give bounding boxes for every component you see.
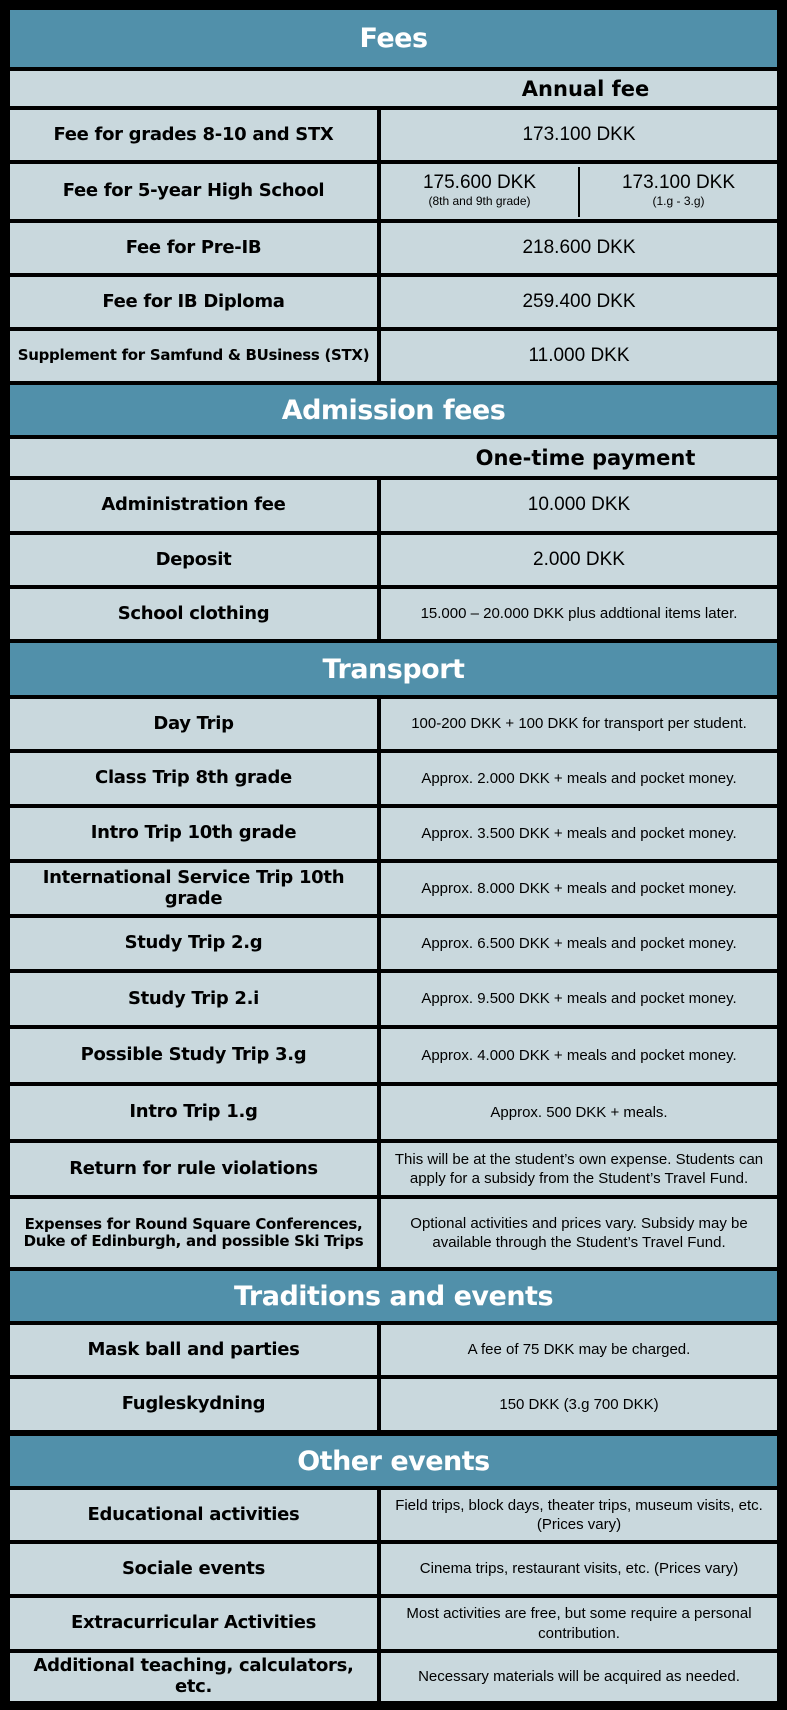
row-value: Approx. 9.500 DKK + meals and pocket money. xyxy=(381,973,777,1025)
row-label: Fugleskydning xyxy=(10,1379,377,1430)
row-value: 150 DKK (3.g 700 DKK) xyxy=(381,1379,777,1430)
amount: 175.600 DKK xyxy=(422,172,537,194)
row-label: Fee for grades 8-10 and STX xyxy=(10,110,377,160)
row-value: Most activities are free, but some require a personal contribution. xyxy=(381,1598,777,1649)
row-value: Approx. 6.500 DKK + meals and pocket money. xyxy=(381,918,777,969)
row-label: Intro Trip 1.g xyxy=(10,1086,377,1139)
row-value: 10.000 DKK xyxy=(381,480,777,531)
row-value: 100-200 DKK + 100 DKK for transport per student. xyxy=(381,699,777,749)
row-label: Fee for Pre-IB xyxy=(10,223,377,273)
row-label: Return for rule violations xyxy=(10,1143,377,1195)
row-value: Approx. 8.000 DKK + meals and pocket money. xyxy=(381,863,777,914)
amount-note: (1.g - 3.g) xyxy=(652,194,705,209)
row-label: Fee for IB Diploma xyxy=(10,277,377,327)
row-label: Class Trip 8th grade xyxy=(10,753,377,804)
row-value: Cinema trips, restaurant visits, etc. (Prices vary) xyxy=(381,1544,777,1594)
row-value: 259.400 DKK xyxy=(381,277,777,327)
row-value: 11.000 DKK xyxy=(381,331,777,381)
row-value: 218.600 DKK xyxy=(381,223,777,273)
row-label: School clothing xyxy=(10,589,377,639)
row-value: Approx. 3.500 DKK + meals and pocket money. xyxy=(381,808,777,859)
row-label: Administration fee xyxy=(10,480,377,531)
row-label: Fee for 5-year High School xyxy=(10,164,377,219)
row-value: Optional activities and prices vary. Subsidy may be available through the Student’s Travel Fund. xyxy=(381,1199,777,1267)
column-header-label: One-time payment xyxy=(475,445,696,470)
amount: 173.100 DKK xyxy=(621,172,736,194)
row-label: Mask ball and parties xyxy=(10,1325,377,1375)
section-title-other-events: Other events xyxy=(10,1436,777,1486)
row-label: Study Trip 2.i xyxy=(10,973,377,1025)
row-label: Supplement for Samfund & BUsiness (STX) xyxy=(10,331,377,381)
section-title-admission-fees: Admission fees xyxy=(10,385,777,435)
row-label: Educational activities xyxy=(10,1490,377,1540)
row-label: Additional teaching, calculators, etc. xyxy=(10,1653,377,1701)
amount-note: (8th and 9th grade) xyxy=(428,194,531,209)
row-label: Study Trip 2.g xyxy=(10,918,377,969)
row-value: Necessary materials will be acquired as needed. xyxy=(381,1653,777,1701)
row-value: 15.000 – 20.000 DKK plus addtional items later. xyxy=(381,589,777,639)
row-label: Sociale events xyxy=(10,1544,377,1594)
row-label: Expenses for Round Square Conferences, Duke of Edinburgh, and possible Ski Trips xyxy=(10,1199,377,1267)
column-header-label: Annual fee xyxy=(521,76,650,101)
row-value: This will be at the student’s own expense. Students can apply for a subsidy from the Student’s Travel Fund. xyxy=(381,1143,777,1195)
row-value-split xyxy=(381,164,777,219)
row-value: Approx. 500 DKK + meals. xyxy=(381,1086,777,1139)
row-value: Approx. 2.000 DKK + meals and pocket money. xyxy=(381,753,777,804)
row-label: Possible Study Trip 3.g xyxy=(10,1029,377,1082)
row-label: International Service Trip 10th grade xyxy=(10,863,377,914)
row-value: Field trips, block days, theater trips, museum visits, etc. (Prices vary) xyxy=(381,1490,777,1540)
row-label: Extracurricular Activities xyxy=(10,1598,377,1649)
section-title-fees: Fees xyxy=(10,10,777,67)
row-label: Intro Trip 10th grade xyxy=(10,808,377,859)
row-value: 173.100 DKK xyxy=(381,110,777,160)
column-header-annual-fee xyxy=(10,71,777,106)
value-lower-grades xyxy=(381,164,578,219)
row-value: 2.000 DKK xyxy=(381,535,777,585)
row-label: Day Trip xyxy=(10,699,377,749)
value-upper-grades xyxy=(580,164,777,219)
row-value: Approx. 4.000 DKK + meals and pocket money. xyxy=(381,1029,777,1082)
section-title-transport: Transport xyxy=(10,643,777,695)
row-label: Deposit xyxy=(10,535,377,585)
column-header-one-time-payment xyxy=(10,439,777,476)
row-value: A fee of 75 DKK may be charged. xyxy=(381,1325,777,1375)
section-title-traditions: Traditions and events xyxy=(10,1271,777,1321)
